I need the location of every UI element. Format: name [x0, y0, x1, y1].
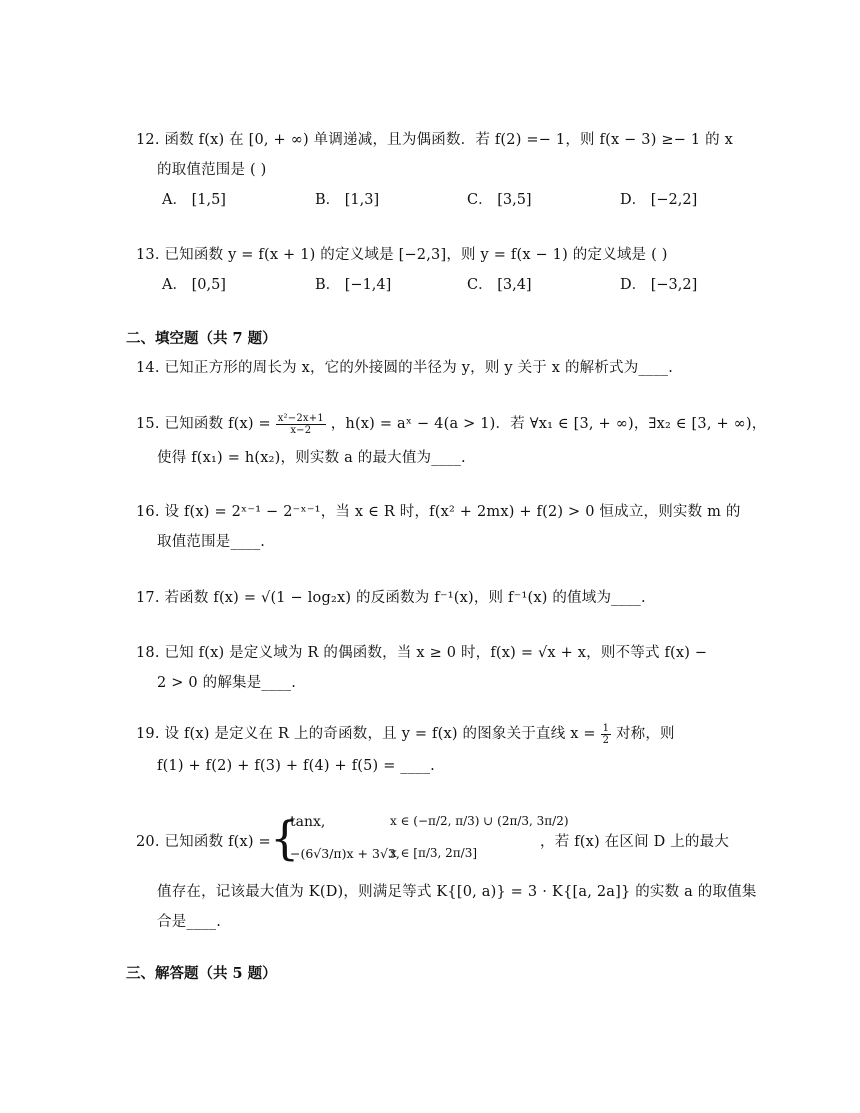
q13-line1: 13. 已知函数 y = f(x + 1) 的定义域是 [−2,3]，则 y = f(x − 1) 的定义域是 ( )	[136, 247, 668, 263]
q20-piecewise	[270, 808, 569, 870]
q20-case1-domain: x ∈ (−π/2, π/3) ∪ (2π/3, 3π/2)	[390, 814, 569, 828]
q20-post: ，若 f(x) 在区间 D 上的最大	[540, 834, 730, 850]
q18-line1: 18. 已知 f(x) 是定义域为 R 的偶函数，当 x ≥ 0 时，f(x) = √x + x，则不等式 f(x) −	[136, 645, 708, 661]
q12-option-c: C． [3,5]	[467, 192, 532, 208]
q19-line1	[136, 722, 675, 746]
q12-option-b: B． [1,3]	[315, 192, 380, 208]
q12-line2: 的取值范围是 ( )	[157, 162, 267, 178]
q12-option-d: D． [−2,2]	[620, 192, 698, 208]
q15-post: ，h(x) = aˣ − 4(a > 1)．若 ∀x₁ ∈ [3, + ∞)，∃x₂ ∈ [3, + ∞)，	[330, 416, 767, 432]
q13-option-b: B． [−1,4]	[315, 277, 392, 293]
q16-line1: 16. 设 f(x) = 2ˣ⁻¹ − 2⁻ˣ⁻¹，当 x ∈ R 时，f(x² + 2mx) + f(2) > 0 恒成立，则实数 m 的	[136, 504, 741, 520]
section-heading-answer: 三、解答题（共 5 题）	[126, 965, 277, 982]
q20-line2: 值存在，记该最大值为 K(D)，则满足等式 K{[0, a)} = 3 ⋅ K{[a, 2a]} 的实数 a 的取值集	[157, 884, 757, 900]
q13-option-c: C． [3,4]	[467, 277, 532, 293]
q17-line1: 17. 若函数 f(x) = √(1 − log₂x) 的反函数为 f⁻¹(x)，则 f⁻¹(x) 的值域为____.	[136, 590, 646, 606]
q12-line1: 12. 函数 f(x) 在 [0, + ∞) 单调递减，且为偶函数．若 f(2) =− 1，则 f(x − 3) ≥− 1 的 x	[136, 132, 734, 148]
q20-brace: {	[270, 811, 300, 865]
q19-post: 对称，则	[615, 726, 675, 742]
q15-frac-den: x−2	[290, 424, 312, 436]
q15-frac-num: x²−2x+1	[277, 412, 324, 424]
q19-fraction	[601, 723, 612, 746]
q12-option-a: A． [1,5]	[162, 192, 226, 208]
q20-case2-domain: x ∈ [π/3, 2π/3]	[390, 846, 478, 860]
q19-frac-den: 2	[602, 734, 610, 746]
q14-line1: 14. 已知正方形的周长为 x，它的外接圆的半径为 y，则 y 关于 x 的解析式为____.	[136, 360, 674, 376]
q15-line1	[136, 412, 766, 436]
q15-line2: 使得 f(x₁) = h(x₂)，则实数 a 的最大值为____.	[157, 450, 466, 466]
q20-line3: 合是____.	[157, 914, 222, 930]
q15-fraction	[276, 413, 326, 436]
q20-case1-expr: tanx,	[290, 814, 326, 830]
q19-frac-num: 1	[602, 722, 610, 734]
q20-case2-expr: −(6√3/π)x + 3√3,	[290, 846, 400, 861]
section-heading-fill-in: 二、填空题（共 7 题）	[126, 330, 277, 347]
q13-option-a: A． [0,5]	[162, 277, 226, 293]
q19-pre: 19. 设 f(x) 是定义在 R 上的奇函数，且 y = f(x) 的图象关于直线 x =	[136, 726, 596, 742]
q13-option-d: D． [−3,2]	[620, 277, 698, 293]
q20-pre: 20. 已知函数 f(x) =	[136, 834, 271, 850]
q18-line2: 2 > 0 的解集是____.	[157, 675, 297, 691]
q15-pre: 15. 已知函数 f(x) =	[136, 416, 271, 432]
q19-line2: f(1) + f(2) + f(3) + f(4) + f(5) = ____.	[157, 758, 435, 774]
q16-line2: 取值范围是____.	[157, 534, 266, 550]
